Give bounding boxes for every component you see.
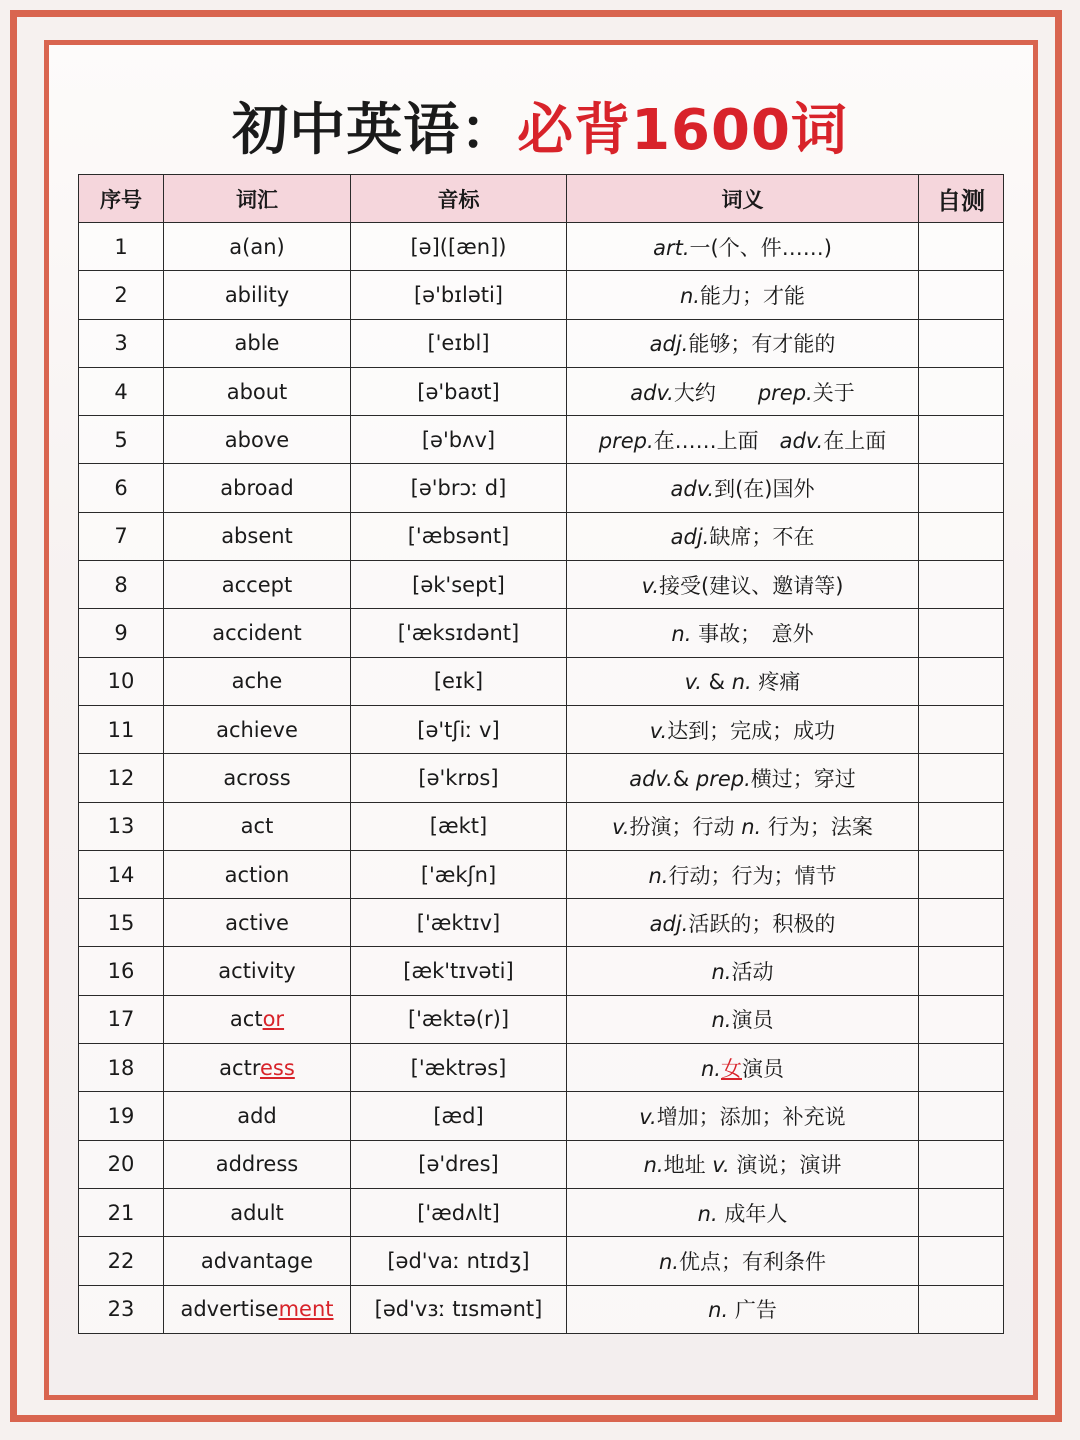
part-of-speech: v. [712, 1153, 730, 1178]
row-meaning [567, 995, 919, 1043]
table-row [79, 657, 1004, 705]
meaning-text: 事故； 意外 [691, 622, 814, 647]
row-phonetic: [ə]([æn]) [351, 223, 567, 271]
meaning-text: & [701, 670, 732, 695]
row-number: 16 [79, 947, 164, 995]
meaning-text: 能力；才能 [700, 283, 805, 308]
meaning-text: 优点；有利条件 [679, 1249, 826, 1274]
self-test-cell [919, 319, 1004, 367]
row-meaning [567, 657, 919, 705]
row-word [164, 1044, 351, 1092]
row-word: ability [164, 271, 351, 319]
part-of-speech: v. [641, 573, 659, 598]
table-row [79, 367, 1004, 415]
part-of-speech: v. [612, 815, 630, 840]
part-of-speech: adj. [649, 332, 689, 357]
meaning-text: 行动；行为；情节 [668, 863, 837, 888]
part-of-speech: n. [741, 815, 762, 840]
row-phonetic: [əd'vɜː tɪsmənt] [351, 1285, 567, 1333]
self-test-cell [919, 271, 1004, 319]
row-phonetic: [ə'bʌv] [351, 416, 567, 464]
title-highlight: 必背1600词 [517, 98, 848, 163]
row-number: 9 [79, 609, 164, 657]
meaning-text: 缺席；不在 [709, 525, 815, 550]
row-number: 20 [79, 1140, 164, 1188]
row-meaning [567, 367, 919, 415]
meaning-highlight: 女 [721, 1056, 742, 1081]
self-test-cell [919, 802, 1004, 850]
header-word: 词汇 [164, 175, 351, 223]
meaning-text: 大约 [673, 380, 758, 405]
row-phonetic: [æk'tɪvəti] [351, 947, 567, 995]
self-test-cell [919, 512, 1004, 560]
meaning-text: 成年人 [717, 1201, 788, 1226]
part-of-speech: n. [659, 1249, 679, 1274]
meaning-text: 横过；穿过 [750, 766, 856, 791]
meaning-text: 演说；演讲 [729, 1153, 842, 1178]
row-word: active [164, 899, 351, 947]
part-of-speech: adj. [670, 525, 710, 550]
row-word: adult [164, 1188, 351, 1236]
meaning-text: 地址 [663, 1153, 713, 1178]
row-word: action [164, 850, 351, 898]
self-test-cell [919, 1092, 1004, 1140]
self-test-cell [919, 1285, 1004, 1333]
meaning-text: 活动 [731, 960, 774, 985]
table-row [79, 271, 1004, 319]
row-phonetic: ['æbsənt] [351, 512, 567, 560]
word-suffix-highlight: or [262, 1007, 285, 1032]
row-word: activity [164, 947, 351, 995]
word-suffix-highlight: ment [278, 1297, 334, 1322]
part-of-speech: n. [731, 670, 752, 695]
row-word: add [164, 1092, 351, 1140]
row-number: 12 [79, 754, 164, 802]
title-main: 初中英语： [232, 98, 518, 163]
part-of-speech: n. [648, 863, 669, 888]
row-number: 5 [79, 416, 164, 464]
row-word: above [164, 416, 351, 464]
row-word: across [164, 754, 351, 802]
meaning-text: 接受(建议、邀请等) [659, 573, 844, 598]
row-word: act [164, 802, 351, 850]
meaning-text: 达到；完成；成功 [667, 718, 836, 743]
meaning-text: 演员 [731, 1008, 774, 1033]
table-row [79, 1140, 1004, 1188]
part-of-speech: adv. [629, 766, 673, 791]
table-header-row [79, 175, 1004, 223]
row-meaning [567, 271, 919, 319]
table-row [79, 1188, 1004, 1236]
table-row [79, 319, 1004, 367]
row-meaning [567, 1285, 919, 1333]
vocabulary-table [78, 174, 1004, 1334]
row-number: 6 [79, 464, 164, 512]
self-test-cell [919, 754, 1004, 802]
header-meaning: 词义 [567, 175, 919, 223]
row-meaning [567, 223, 919, 271]
part-of-speech: adj. [649, 911, 689, 936]
row-number: 13 [79, 802, 164, 850]
self-test-cell [919, 223, 1004, 271]
meaning-text: 在上面 [823, 428, 887, 453]
row-phonetic: [ə'brɔː d] [351, 464, 567, 512]
self-test-cell [919, 1044, 1004, 1092]
part-of-speech: prep. [695, 766, 751, 791]
row-number: 8 [79, 561, 164, 609]
row-word: abroad [164, 464, 351, 512]
table-row [79, 512, 1004, 560]
row-phonetic: [eɪk] [351, 657, 567, 705]
row-number: 11 [79, 705, 164, 753]
part-of-speech: n. [701, 1056, 721, 1081]
row-meaning [567, 705, 919, 753]
self-test-cell [919, 1188, 1004, 1236]
row-word: able [164, 319, 351, 367]
self-test-cell [919, 1237, 1004, 1285]
row-number: 10 [79, 657, 164, 705]
row-word: accident [164, 609, 351, 657]
part-of-speech: n. [671, 622, 692, 647]
row-phonetic: [ækt] [351, 802, 567, 850]
meaning-text: 扮演；行动 [629, 815, 742, 840]
row-number: 15 [79, 899, 164, 947]
self-test-cell [919, 367, 1004, 415]
row-meaning [567, 1092, 919, 1140]
part-of-speech: adv. [670, 477, 715, 502]
row-number: 23 [79, 1285, 164, 1333]
row-number: 14 [79, 850, 164, 898]
row-phonetic: [ə'tʃiː v] [351, 705, 567, 753]
part-of-speech: n. [711, 1008, 732, 1033]
part-of-speech: v. [649, 718, 668, 743]
meaning-text: 增加；添加；补充说 [656, 1104, 846, 1129]
meaning-text: 能够；有才能的 [688, 332, 836, 357]
meaning-text: 活跃的；积极的 [688, 911, 836, 936]
row-phonetic: [ə'dres] [351, 1140, 567, 1188]
meaning-text: 在……上面 [653, 428, 780, 453]
self-test-cell [919, 995, 1004, 1043]
row-meaning [567, 1044, 919, 1092]
table-row [79, 416, 1004, 464]
header-self-test: 自测 [919, 175, 1004, 223]
part-of-speech: n. [711, 960, 732, 985]
meaning-text: 行为；法案 [761, 815, 873, 840]
meaning-text: 疼痛 [751, 670, 801, 695]
row-meaning [567, 850, 919, 898]
word-stem: actr [219, 1055, 260, 1080]
part-of-speech: n. [697, 1201, 718, 1226]
row-meaning [567, 947, 919, 995]
part-of-speech: n. [643, 1153, 664, 1178]
row-word: achieve [164, 705, 351, 753]
table-row [79, 995, 1004, 1043]
word-suffix-highlight: ess [260, 1055, 295, 1080]
meaning-text: 一(个、件……) [689, 235, 832, 260]
meaning-text: & [672, 766, 696, 791]
row-word: about [164, 367, 351, 415]
table-row [79, 1237, 1004, 1285]
row-word: accept [164, 561, 351, 609]
row-phonetic: [æd] [351, 1092, 567, 1140]
row-phonetic: ['æktɪv] [351, 899, 567, 947]
part-of-speech: prep. [598, 428, 654, 453]
part-of-speech: adv. [779, 428, 824, 453]
row-word: advantage [164, 1237, 351, 1285]
row-meaning [567, 802, 919, 850]
row-number: 21 [79, 1188, 164, 1236]
row-word: ache [164, 657, 351, 705]
meaning-text: 演员 [742, 1056, 784, 1081]
row-meaning [567, 561, 919, 609]
part-of-speech: adv. [630, 380, 674, 405]
header-phonetic: 音标 [351, 175, 567, 223]
word-stem: act [229, 1007, 263, 1032]
header-number: 序号 [79, 175, 164, 223]
table-row [79, 947, 1004, 995]
row-number: 22 [79, 1237, 164, 1285]
row-number: 7 [79, 512, 164, 560]
row-meaning [567, 512, 919, 560]
row-word: a(an) [164, 223, 351, 271]
row-word: address [164, 1140, 351, 1188]
self-test-cell [919, 899, 1004, 947]
row-meaning [567, 319, 919, 367]
row-meaning [567, 609, 919, 657]
row-meaning [567, 899, 919, 947]
self-test-cell [919, 416, 1004, 464]
table-row [79, 464, 1004, 512]
row-phonetic: ['æktrəs] [351, 1044, 567, 1092]
word-stem: advertise [180, 1297, 279, 1322]
table-row [79, 754, 1004, 802]
row-phonetic: ['æktə(r)] [351, 995, 567, 1043]
table-row [79, 561, 1004, 609]
row-number: 2 [79, 271, 164, 319]
row-number: 1 [79, 223, 164, 271]
self-test-cell [919, 464, 1004, 512]
self-test-cell [919, 705, 1004, 753]
table-body [79, 223, 1004, 1334]
row-number: 18 [79, 1044, 164, 1092]
row-number: 19 [79, 1092, 164, 1140]
row-meaning [567, 416, 919, 464]
row-phonetic: ['eɪbl] [351, 319, 567, 367]
self-test-cell [919, 1140, 1004, 1188]
table-row [79, 609, 1004, 657]
row-meaning [567, 1237, 919, 1285]
row-phonetic: [ə'baʊt] [351, 367, 567, 415]
row-meaning [567, 1140, 919, 1188]
row-word: absent [164, 512, 351, 560]
part-of-speech: n. [708, 1298, 729, 1323]
row-number: 3 [79, 319, 164, 367]
row-number: 17 [79, 995, 164, 1043]
self-test-cell [919, 561, 1004, 609]
self-test-cell [919, 947, 1004, 995]
table-row [79, 802, 1004, 850]
row-phonetic: [ə'bɪləti] [351, 271, 567, 319]
meaning-text: 广告 [728, 1298, 777, 1323]
part-of-speech: n. [680, 283, 700, 308]
table-row [79, 1285, 1004, 1333]
self-test-cell [919, 657, 1004, 705]
part-of-speech: v. [639, 1104, 657, 1129]
page-title [0, 86, 1080, 166]
table-row [79, 1092, 1004, 1140]
meaning-text: 到(在)国外 [714, 477, 815, 502]
part-of-speech: v. [684, 670, 702, 695]
table-row [79, 1044, 1004, 1092]
self-test-cell [919, 850, 1004, 898]
table-row [79, 850, 1004, 898]
row-phonetic: ['ædʌlt] [351, 1188, 567, 1236]
table-row [79, 223, 1004, 271]
row-number: 4 [79, 367, 164, 415]
row-phonetic: [əd'vaː ntɪdʒ] [351, 1237, 567, 1285]
row-phonetic: ['ækʃn] [351, 850, 567, 898]
meaning-text: 关于 [812, 380, 855, 405]
part-of-speech: art. [653, 235, 690, 260]
row-meaning [567, 1188, 919, 1236]
row-phonetic: [ək'sept] [351, 561, 567, 609]
row-word [164, 995, 351, 1043]
part-of-speech: prep. [757, 380, 813, 405]
row-word [164, 1285, 351, 1333]
self-test-cell [919, 609, 1004, 657]
row-phonetic: [ə'krɒs] [351, 754, 567, 802]
table-row [79, 705, 1004, 753]
table-row [79, 899, 1004, 947]
row-meaning [567, 464, 919, 512]
row-meaning [567, 754, 919, 802]
row-phonetic: ['æksɪdənt] [351, 609, 567, 657]
